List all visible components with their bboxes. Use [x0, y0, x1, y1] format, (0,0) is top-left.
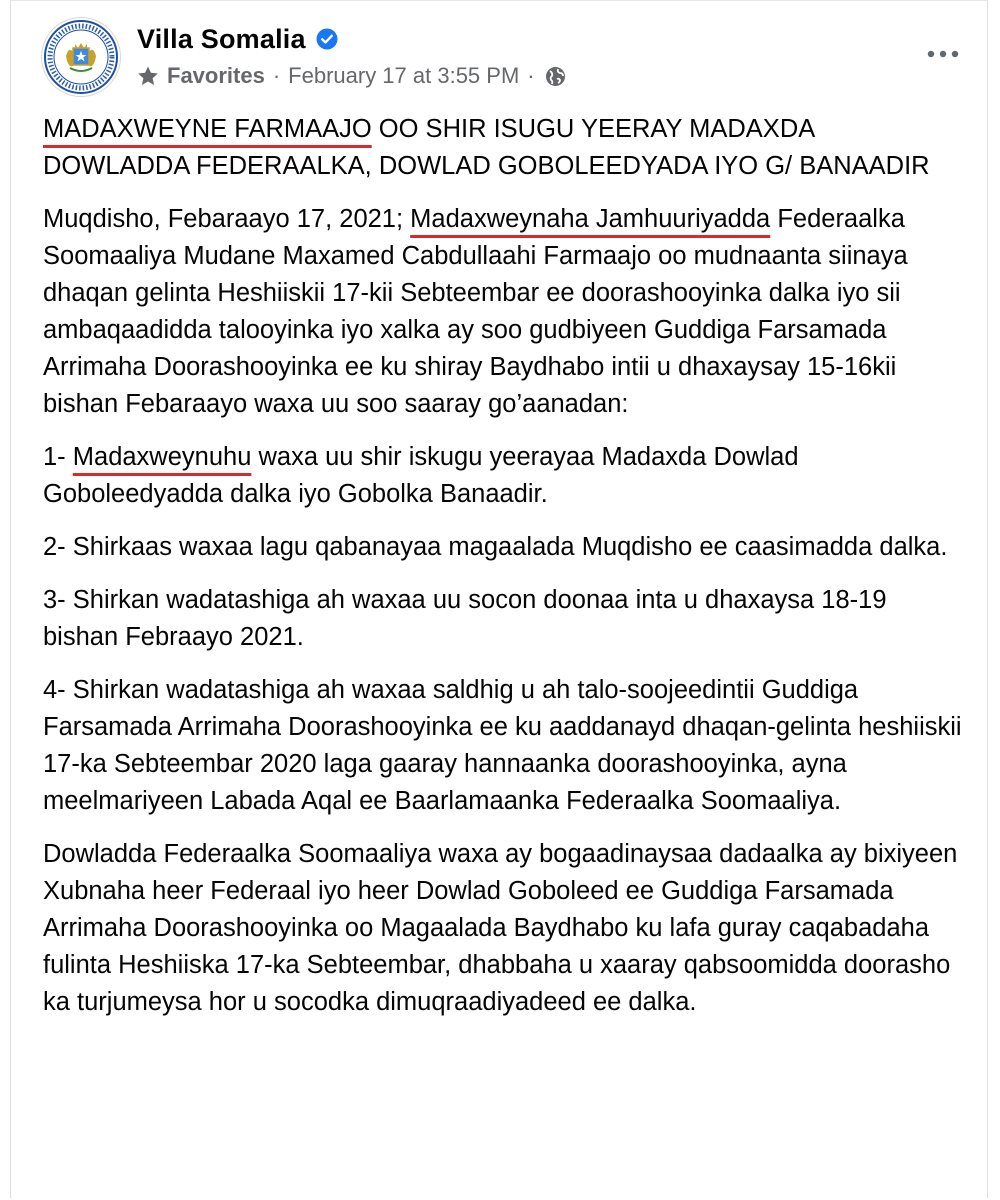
page-name-row [137, 19, 338, 59]
title-text: OO SHIR ISUGU YEERAY MADAXDA DOWLADDA FEDERAALKA, DOWLAD GOBOLEEDYADA IYO G/ BANAADIR [43, 115, 930, 180]
globe-icon[interactable] [545, 66, 566, 87]
underlined-text: MADAXWEYNE FARMAAJO [43, 115, 372, 143]
post-card [10, 0, 988, 1198]
point-3: 3- Shirkan wadatashiga ah waxaa uu socon doonaa inta u dhaxaysa 18-19 bishan Febraayo 2021. [43, 586, 887, 651]
post-meta [137, 59, 566, 93]
post-text [43, 111, 963, 1037]
more-options-icon [925, 49, 961, 59]
point-number: 1- [43, 443, 73, 471]
closing-paragraph: Dowladda Federaalka Soomaaliya waxa ay bogaadinaysaa dadaalka ay bixiyeen Xubnaha heer Federaal iyo heer Dowlad Goboleed ee Guddiga Farsamada Arrimaha Doorashooyinka oo Magaalada Baydhabo ku lafa guray caqabadaha fulinta Heshiiska 17-ka Sebteembar, dhabbaha u xaaray qabsoomidda doorasho ka turjumeysa hor u socodka dimuqraadiyadeed ee dalka. [43, 840, 958, 1016]
presidential-seal-logo [42, 18, 120, 96]
intro-text: Muqdisho, Febaraayo 17, 2021; [43, 205, 411, 233]
underlined-text: Madaxweynaha Jamhuuriyadda [410, 205, 771, 233]
intro-text: Federaalka Soomaaliya Mudane Maxamed Cabdullaahi Farmaajo oo mudnaanta siinaya dhaqan gelinta Heshiiskii 17-kii Sebteembar ee doorashooyinka dalka iyo sii ambaqaadidda talooyinka iyo xalka ay soo gudbiyeen Guddiga Farsamada Arrimaha Doorashooyinka ee ku shiray Baydhabo intii u dhaxaysay 15-16kii bishan Febaraayo waxa uu soo saaray go’aanadan: [43, 205, 908, 418]
point-4: 4- Shirkan wadatashiga ah waxaa saldhig u ah talo-soojeedintii Guddiga Farsamada Arrimaha Doorashooyinka ee ku aaddanayd dhaqan-gelinta heshiiskii 17-ka Sebteembar 2020 laga gaaray hannaanka doorashooyinka, ayna meelmariyeen Labada Aqal ee Baarlamaanka Federaalka Soomaaliya. [43, 676, 962, 815]
intro-paragraph [43, 201, 963, 423]
favorites-label[interactable]: Favorites [167, 63, 265, 88]
underlined-text: Madaxweynuhu [72, 443, 252, 471]
post-timestamp[interactable]: February 17 at 3:55 PM [288, 63, 520, 88]
more-options-button[interactable] [921, 39, 965, 69]
star-icon [137, 65, 159, 87]
meta-separator: · [527, 63, 535, 88]
point-text: waxa uu shir iskugu yeerayaa Madaxda Dowlad Goboleedyadda dalka iyo Gobolka Banaadir. [43, 443, 799, 508]
verified-badge-icon [316, 28, 338, 50]
meta-separator: · [272, 63, 281, 88]
page-name[interactable]: Villa Somalia [137, 23, 306, 54]
avatar[interactable] [41, 17, 121, 97]
post-header [41, 15, 971, 95]
point-1 [43, 439, 963, 513]
point-2: 2- Shirkaas waxaa lagu qabanayaa magaalada Muqdisho ee caasimadda dalka. [43, 533, 948, 561]
post-title [43, 111, 963, 185]
